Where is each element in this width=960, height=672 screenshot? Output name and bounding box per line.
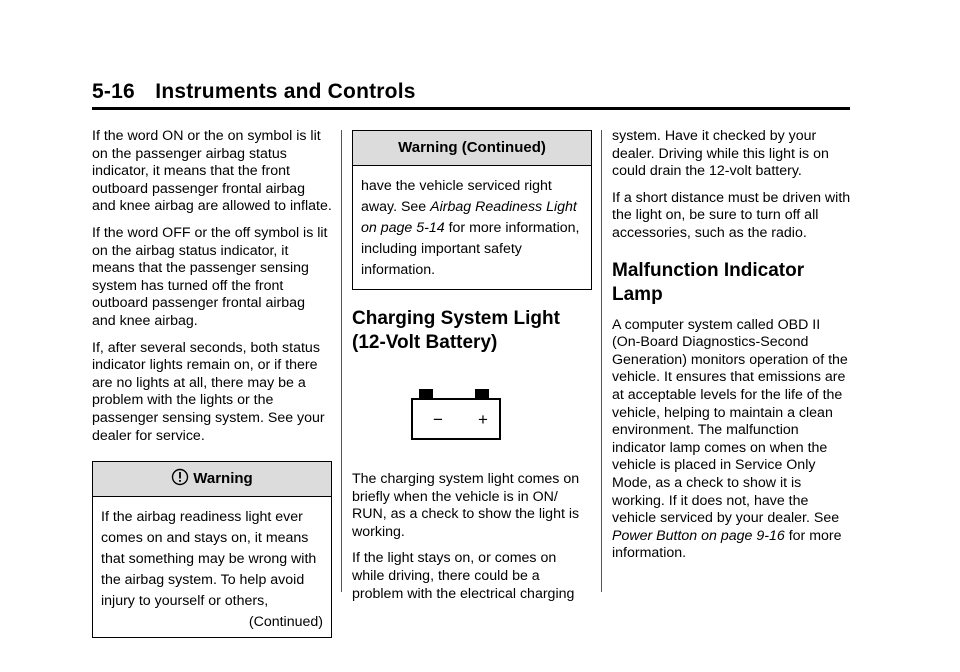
paragraph-airbag-on: If the word ON or the on symbol is lit on the passenger airbag status indicator, it means that the front outboard passenger frontal airbag and knee airbag are allowed to inflate. — [92, 128, 332, 215]
warning-title: Warning — [193, 470, 253, 488]
battery-symbol — [352, 379, 592, 459]
column-3 — [612, 128, 852, 572]
warning-continued-box — [352, 130, 592, 290]
warning-box — [92, 461, 332, 638]
warning-continued-text: have the vehicle serviced right away. See Airbag Readiness Light on page 5-14 for more information, including important safety information. — [361, 178, 580, 278]
paragraph-charging-stays-on: If the light stays on, or comes on while driving, there could be a problem with the electrical charging — [352, 550, 575, 602]
paragraph-airbag-off: If the word OFF or the off symbol is lit on the airbag status indicator, it means that the passenger sensing system has turned off the front outboard passenger frontal airbag and knee airbag. — [92, 224, 328, 329]
paragraph-short-distance: If a short distance must be driven with the light on, be sure to turn off all accessories, such as the radio. — [612, 189, 851, 241]
column-1 — [92, 128, 332, 638]
header-rule — [92, 107, 850, 110]
column-divider-2 — [601, 130, 602, 592]
charging-system-heading: Charging System Light (12-Volt Battery) — [352, 308, 560, 353]
paragraph-charging-dealer: system. Have it checked by your dealer. Driving while this light is on could drain the 12-volt battery. — [612, 128, 829, 180]
power-button-ref: Power Button on page 9-16 — [612, 527, 785, 544]
paragraph-obd: A computer system called OBD II (On-Board Diagnostics-Second Generation) monitors operation of the vehicle. It ensures that emissions are at acceptable levels for the life of the vehicle, helping to maintain a clean environment. The malfunction indicator lamp comes on when the vehicle is placed in Service Only Mode, as a check to show it is working. If it does not, have the vehicle serviced by your dealer. See Power Button on page 9-16 for more information. — [612, 316, 848, 562]
battery-plus: + — [478, 410, 488, 429]
paragraph-charging-check: The charging system light comes on briefly when the vehicle is in ON/ RUN, as a check to show the light is working. — [352, 471, 580, 540]
airbag-readiness-ref: Airbag Readiness Light on page 5-14 — [361, 199, 577, 236]
page-title: Instruments and Controls — [155, 80, 416, 103]
warning-header — [93, 462, 331, 497]
warning-text: If the airbag readiness light ever comes on and stays on, it means that something may be wrong with the airbag system. To help avoid injury to yourself or others, — [101, 509, 317, 610]
page-header — [92, 80, 850, 104]
warning-continued-header: Warning (Continued) — [353, 131, 591, 166]
column-2 — [352, 130, 592, 612]
warning-body — [93, 497, 331, 637]
warning-continued: (Continued) — [248, 614, 323, 631]
battery-minus: − — [433, 410, 443, 429]
warning-continued-body — [353, 166, 591, 289]
paragraph-status-lights: If, after several seconds, both status indicator lights remain on, or if there are no lights at all, there may be a problem with the lights or the passenger sensing system. See your dealer for service. — [92, 339, 325, 444]
column-divider-1 — [341, 130, 342, 592]
warning-icon — [171, 468, 189, 486]
page-number: 5-16 — [92, 80, 135, 103]
malfunction-lamp-heading: Malfunction Indicator Lamp — [612, 259, 805, 305]
battery-icon — [352, 379, 592, 459]
